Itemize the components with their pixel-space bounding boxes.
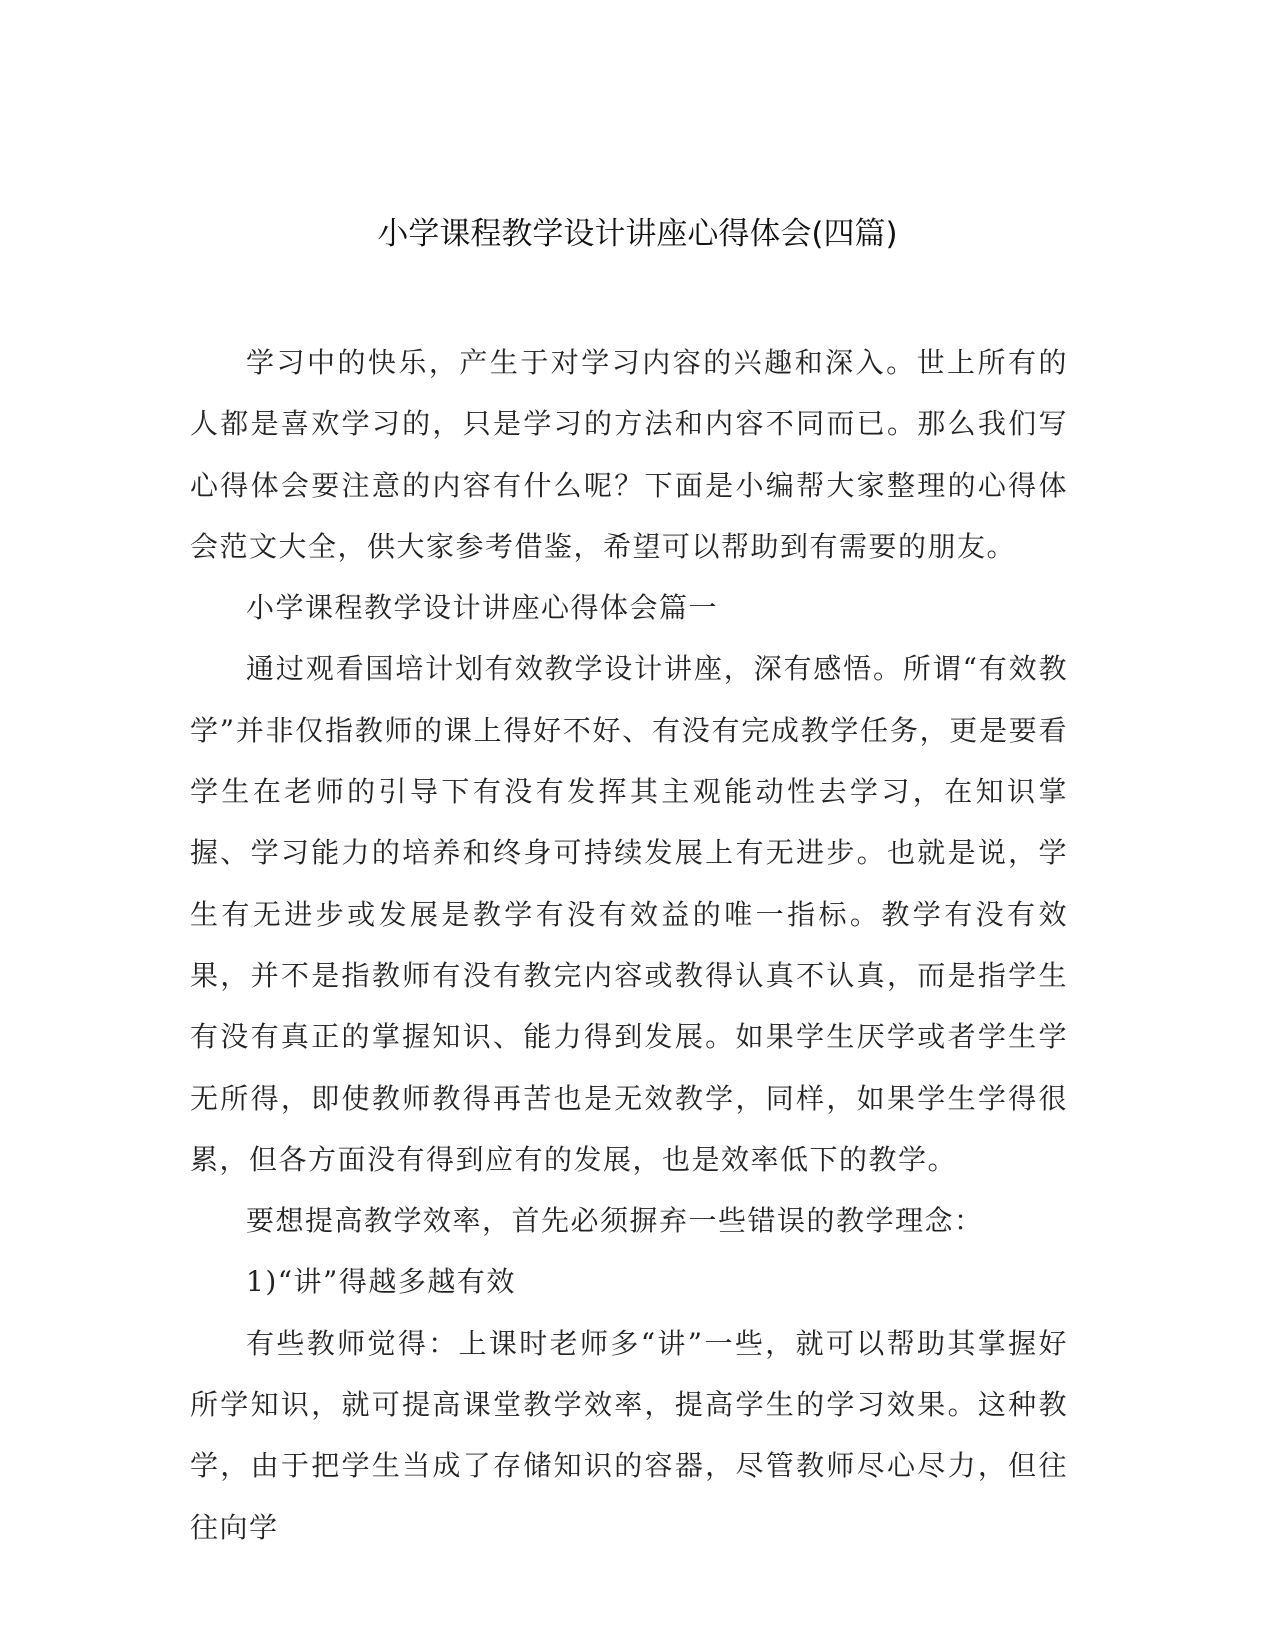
section-heading: 小学课程教学设计讲座心得体会篇一 [246,591,719,625]
body-paragraph: 通过观看国培计划有效教学设计讲座，深有感悟。所谓“有效教学”并非仅指教师的课上得好不好、有没有完成教学任务，更是要看学生在老师的引导下有没有发挥其主观能动性去学习，在知识掌握、学习能力的培养和终身可持续发展上有无进步。也就是说，学生有无进步或发展是教学有没有效益的唯一指标。教学有没有效果，并不是指教师有没有教完内容或教得认真不认真，而是指学生有没有真正的掌握知识、能力得到发展。如果学生厌学或者学生学无所得，即使教师教得再苦也是无效教学，同样，如果学生学得很累，但各方面没有得到应有的发展，也是效率低下的教学。 [190,652,1068,1176]
list-item-heading: 1)“讲”得越多越有效 [246,1265,516,1299]
intro-paragraph: 学习中的快乐，产生于对学习内容的兴趣和深入。世上所有的人都是喜欢学习的，只是学习的方法和内容不同而已。那么我们写心得体会要注意的内容有什么呢？下面是小编帮大家整理的心得体会范文大全，供大家参考借鉴，希望可以帮助到有需要的朋友。 [190,346,1068,563]
document-body [190,332,1068,1558]
body-paragraph: 有些教师觉得：上课时老师多“讲”一些，就可以帮助其掌握好所学知识，就可提高课堂教学效率，提高学生的学习效果。这种教学，由于把学生当成了存储知识的容器，尽管教师尽心尽力，但往往向学 [190,1326,1068,1544]
body-paragraph: 要想提高教学效率，首先必须摒弃一些错误的教学理念： [246,1204,984,1238]
document-title: 小学课程教学设计讲座心得体会(四篇) [377,216,898,252]
